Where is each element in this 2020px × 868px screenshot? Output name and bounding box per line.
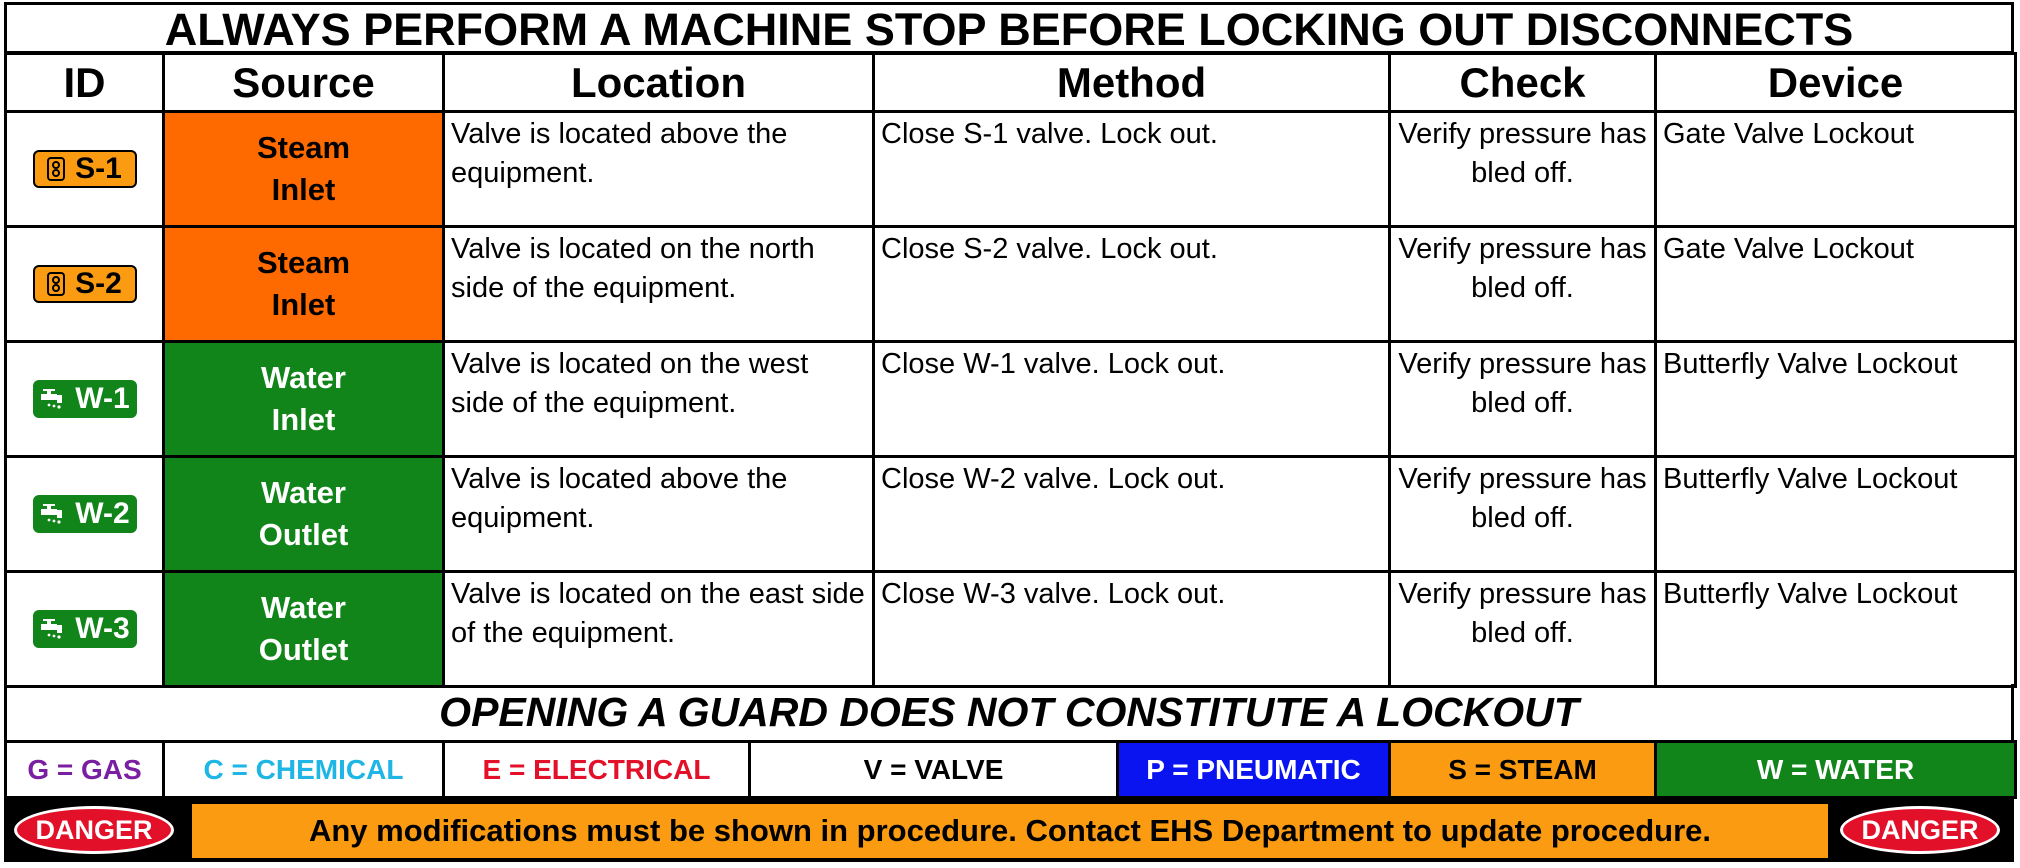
source-line1: Water xyxy=(261,360,346,395)
source-line1: Water xyxy=(261,590,346,625)
column-header-source: Source xyxy=(164,54,444,112)
source-line1: Steam xyxy=(256,245,351,280)
table-row xyxy=(6,227,2016,342)
check-text: Verify pressure has bled off. xyxy=(1398,233,1647,304)
location-text: Valve is located on the north side of the equipment. xyxy=(451,233,815,304)
id-badge xyxy=(33,610,137,648)
device-cell xyxy=(1656,457,2016,572)
device-text: Butterfly Valve Lockout xyxy=(1663,578,1958,610)
source-cell xyxy=(164,572,444,687)
water-faucet-icon xyxy=(39,618,65,640)
device-text: Gate Valve Lockout xyxy=(1663,233,1914,265)
id-cell xyxy=(6,112,164,227)
device-text: Butterfly Valve Lockout xyxy=(1663,348,1958,380)
check-cell xyxy=(1390,112,1656,227)
column-header-device: Device xyxy=(1656,54,2016,112)
legend-electrical: E = ELECTRICAL xyxy=(444,742,750,798)
method-text: Close W-1 valve. Lock out. xyxy=(881,348,1226,380)
method-cell xyxy=(874,457,1390,572)
method-cell xyxy=(874,227,1390,342)
source-line1: Steam xyxy=(256,130,351,165)
table-row xyxy=(6,342,2016,457)
source-cell xyxy=(164,112,444,227)
location-text: Valve is located on the east side of the equipment. xyxy=(451,578,865,649)
table-row xyxy=(6,457,2016,572)
id-badge xyxy=(33,150,137,188)
header-row xyxy=(6,54,2016,112)
check-text: Verify pressure has bled off. xyxy=(1398,348,1647,419)
device-cell xyxy=(1656,342,2016,457)
table-row xyxy=(6,572,2016,687)
water-faucet-icon xyxy=(39,503,65,525)
id-badge xyxy=(33,265,137,303)
check-cell xyxy=(1390,457,1656,572)
device-text: Gate Valve Lockout xyxy=(1663,118,1914,150)
location-cell xyxy=(444,457,874,572)
device-cell xyxy=(1656,227,2016,342)
source-line2: Inlet xyxy=(271,402,336,437)
method-text: Close W-3 valve. Lock out. xyxy=(881,578,1226,610)
source-line2: Outlet xyxy=(258,517,349,552)
location-cell xyxy=(444,227,874,342)
legend-steam: S = STEAM xyxy=(1390,742,1656,798)
method-text: Close S-2 valve. Lock out. xyxy=(881,233,1218,265)
danger-footer xyxy=(4,796,2014,862)
device-text: Butterfly Valve Lockout xyxy=(1663,463,1958,495)
legend-valve: V = VALVE xyxy=(750,742,1118,798)
page-title: ALWAYS PERFORM A MACHINE STOP BEFORE LOCKING OUT DISCONNECTS xyxy=(4,2,2014,54)
danger-sign-left xyxy=(10,804,178,858)
location-cell xyxy=(444,572,874,687)
check-text: Verify pressure has bled off. xyxy=(1398,463,1647,534)
location-text: Valve is located above the equipment. xyxy=(451,463,788,534)
footer-message: Any modifications must be shown in procedure. Contact EHS Department to update procedure. xyxy=(192,804,1828,858)
id-label: S-2 xyxy=(75,267,122,300)
check-text: Verify pressure has bled off. xyxy=(1398,578,1647,649)
legend-water: W = WATER xyxy=(1656,742,2016,798)
method-cell xyxy=(874,572,1390,687)
location-text: Valve is located above the equipment. xyxy=(451,118,788,189)
danger-sign-right xyxy=(1836,804,2004,858)
method-text: Close S-1 valve. Lock out. xyxy=(881,118,1218,150)
id-cell xyxy=(6,572,164,687)
check-cell xyxy=(1390,572,1656,687)
steam-icon xyxy=(47,157,65,181)
source-cell xyxy=(164,342,444,457)
table-row xyxy=(6,112,2016,227)
id-cell xyxy=(6,342,164,457)
id-badge xyxy=(33,380,137,418)
device-cell xyxy=(1656,572,2016,687)
id-badge xyxy=(33,495,137,533)
column-header-id: ID xyxy=(6,54,164,112)
device-cell xyxy=(1656,112,2016,227)
location-cell xyxy=(444,112,874,227)
source-line1: Water xyxy=(261,475,346,510)
legend-chemical: C = CHEMICAL xyxy=(164,742,444,798)
water-faucet-icon xyxy=(39,388,65,410)
id-cell xyxy=(6,457,164,572)
column-header-method: Method xyxy=(874,54,1390,112)
source-line2: Inlet xyxy=(271,172,336,207)
danger-label-left: DANGER xyxy=(14,806,174,854)
lockout-table xyxy=(4,52,2017,688)
legend-gas: G = GAS xyxy=(6,742,164,798)
source-cell xyxy=(164,227,444,342)
energy-legend xyxy=(4,740,2017,799)
column-header-location: Location xyxy=(444,54,874,112)
location-cell xyxy=(444,342,874,457)
id-label: W-3 xyxy=(75,612,130,645)
method-cell xyxy=(874,112,1390,227)
location-text: Valve is located on the west side of the equipment. xyxy=(451,348,809,419)
check-cell xyxy=(1390,342,1656,457)
legend-pneumatic: P = PNEUMATIC xyxy=(1118,742,1390,798)
guard-notice: OPENING A GUARD DOES NOT CONSTITUTE A LOCKOUT xyxy=(4,684,2014,740)
steam-icon xyxy=(47,272,65,296)
column-header-check: Check xyxy=(1390,54,1656,112)
id-label: S-1 xyxy=(75,152,122,185)
source-line2: Inlet xyxy=(271,287,336,322)
id-label: W-2 xyxy=(75,497,130,530)
source-line2: Outlet xyxy=(258,632,349,667)
check-text: Verify pressure has bled off. xyxy=(1398,118,1647,189)
id-label: W-1 xyxy=(75,382,130,415)
id-cell xyxy=(6,227,164,342)
method-cell xyxy=(874,342,1390,457)
method-text: Close W-2 valve. Lock out. xyxy=(881,463,1226,495)
check-cell xyxy=(1390,227,1656,342)
danger-label-right: DANGER xyxy=(1840,806,2000,854)
source-cell xyxy=(164,457,444,572)
